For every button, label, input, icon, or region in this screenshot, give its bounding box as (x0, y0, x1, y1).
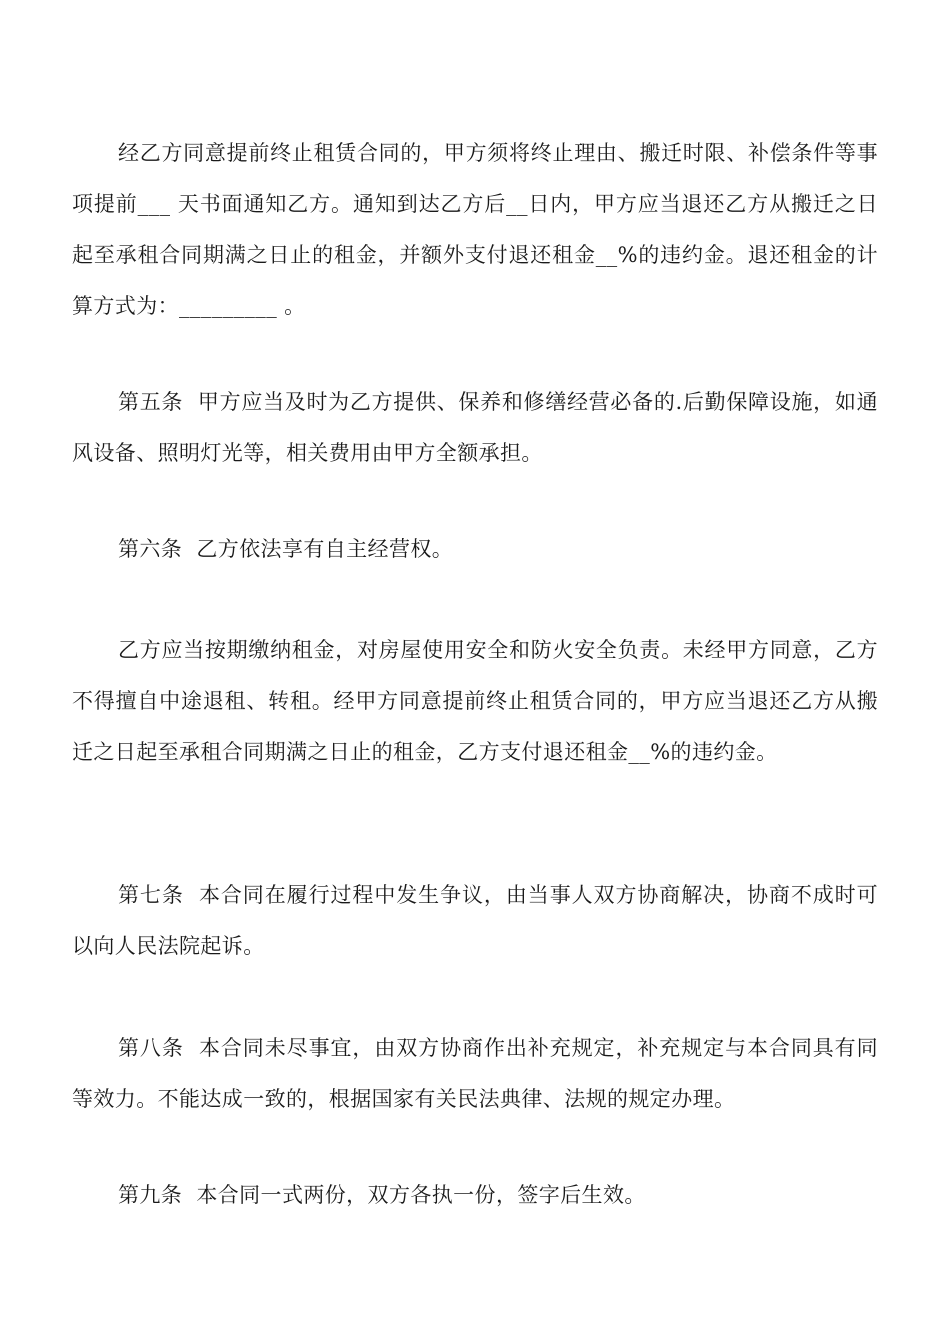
paragraph-article-6: 第六条 乙方依法享有自主经营权。 (118, 537, 454, 561)
paragraph-lessee-obligations: 乙方应当按期缴纳租金，对房屋使用安全和防火安全负责。未经甲方同意，乙方不得擅自中途退租、转租。经甲方同意提前终止租赁合同的，甲方应当退还乙方从搬迁之日起至承租合同期满之日止的租金，乙方支付退还租金__%的违约金。 (72, 638, 878, 764)
paragraph-article-9: 第九条 本合同一式两份，双方各执一份，签字后生效。 (118, 1183, 646, 1207)
paragraph-article-7: 第七条 本合同在履行过程中发生争议，由当事人双方协商解决，协商不成时可以向人民法院起诉。 (72, 883, 878, 958)
paragraph-early-termination-by-lessor: 经乙方同意提前终止租赁合同的，甲方须将终止理由、搬迁时限、补偿条件等事项提前___ 天书面通知乙方。通知到达乙方后__日内，甲方应当退还乙方从搬迁之日起至承租合同期满之日止的租金，并额外支付退还租金__%的违约金。退还租金的计算方式为：_________ 。 (72, 141, 878, 318)
paragraph-article-5: 第五条 甲方应当及时为乙方提供、保养和修缮经营必备的.后勤保障设施，如通风设备、照明灯光等，相关费用由甲方全额承担。 (72, 390, 878, 465)
paragraph-article-8: 第八条 本合同未尽事宜，由双方协商作出补充规定，补充规定与本合同具有同等效力。不能达成一致的，根据国家有关民法典律、法规的规定办理。 (72, 1036, 878, 1111)
